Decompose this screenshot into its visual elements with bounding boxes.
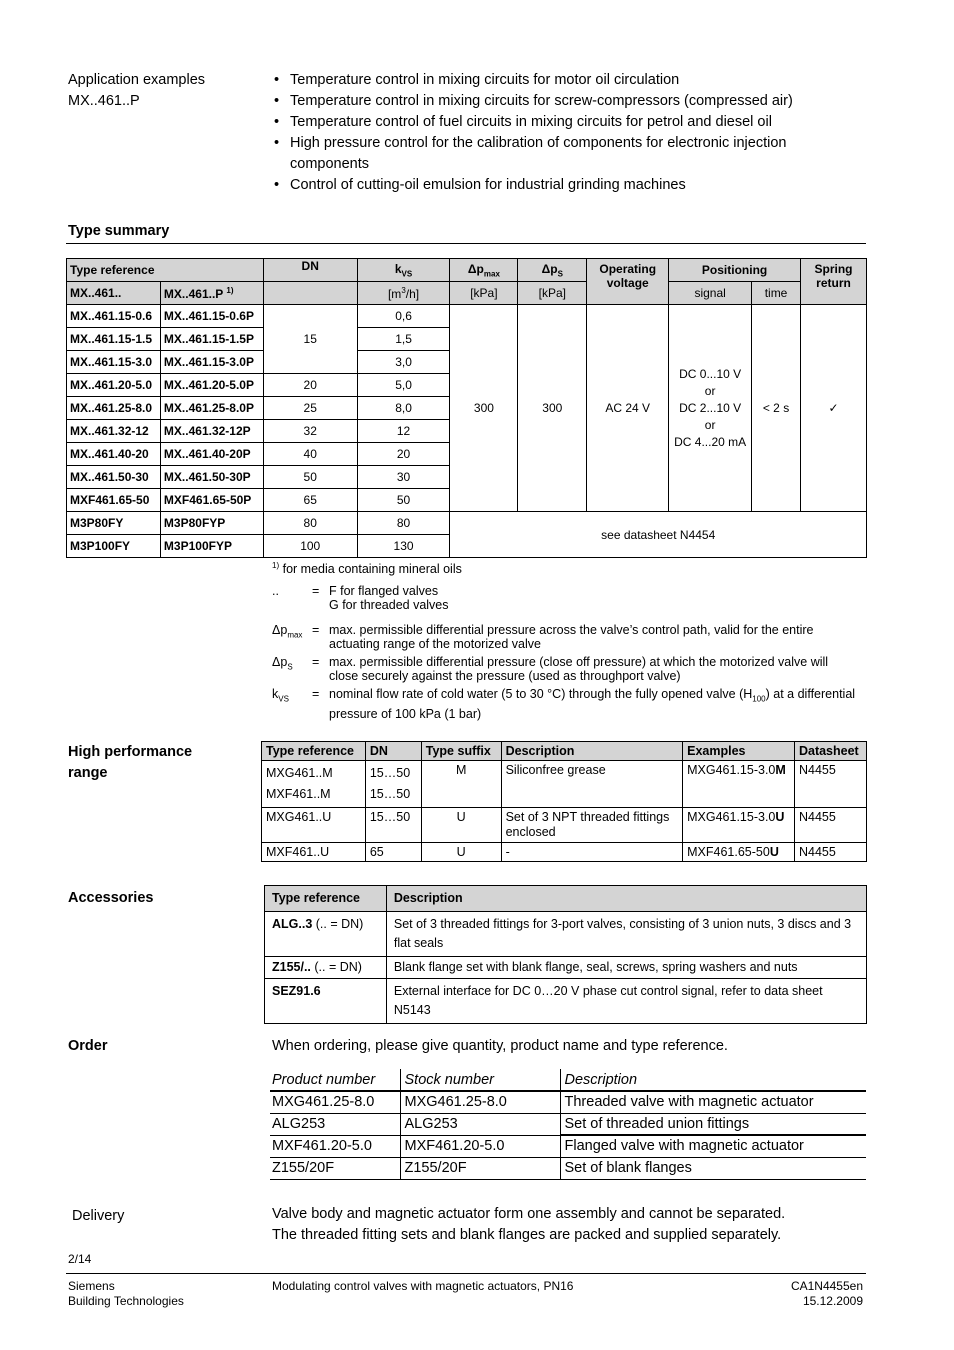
order-label: Order [68, 1038, 108, 1054]
col-time: time [752, 282, 801, 305]
table-row: MX..461.15-1.5 MX..461.15-1.5P 1,5 [67, 328, 867, 351]
divider [66, 243, 866, 244]
table-row: MXG461..M MXF461..M 15…50 15…50 M Siliconfree grease MXG461.15-3.0M N4455 [262, 761, 867, 808]
type-summary-heading: Type summary [68, 223, 170, 239]
table-row: MX..461.20-5.0 MX..461.20-5.0P 20 5,0 [67, 374, 867, 397]
order-intro: When ordering, please give quantity, product name and type reference. [272, 1038, 728, 1054]
table-row: MX..461.15-3.0 MX..461.15-3.0P 3,0 [67, 351, 867, 374]
application-label: Application examples MX..461..P [68, 72, 206, 109]
table-row: M3P100FY M3P100FYP 100 130 [67, 535, 867, 558]
footnote: $^{1)}$ for media containing mineral oils [272, 561, 462, 577]
legend-dots: .. = F for flanged valves G for threaded valves [272, 584, 449, 612]
table-row: MX..461.15-0.6 MX..461.15-0.6P 15 0,6 300 300 AC 24 V DC 0...10 V or DC 2...10 V or DC 4...20 mA < 2 s ✓ [67, 305, 867, 328]
high-performance-label: High performance range [68, 744, 193, 781]
table-row: Z155/20F Z155/20F Set of blank flanges [270, 1157, 866, 1179]
col-spring-return: Spring return [801, 259, 867, 305]
col-mxp: MX..461..P $^{1)}$ [160, 282, 263, 305]
signal-cell: DC 0...10 V or DC 2...10 V or DC 4...20 mA [669, 305, 752, 512]
unit-dps: [kPa] [518, 282, 587, 305]
table-row: MX..461.40-20 MX..461.40-20P 40 20 [67, 443, 867, 466]
table-row: M3P80FY M3P80FYP 80 80 see datasheet N4454 [67, 512, 867, 535]
footer-company: Siemens Building Technologies [68, 1279, 184, 1308]
high-performance-table: Type reference DN Type suffix Description Examples Datasheet MXG461..M MXF461..M 15…50 15…50 M Siliconfree grease MXG461.15-3.0M N4455 MXG461..U 15…50 U Set of 3 NPT threaded fittings enclosed MXG461.15-3.0U N4455 MXF461..U 65 U - MXF461.65-50U N4455 [261, 741, 867, 862]
table-row: MXG461..U 15…50 U Set of 3 NPT threaded fittings enclosed MXG461.15-3.0U N4455 [262, 808, 867, 843]
table-row: MXF461.20-5.0 MXF461.20-5.0 Flanged valve with magnetic actuator [270, 1135, 866, 1157]
table-row: Z155/.. (.. = DN) Blank flange set with blank flange, seal, screws, spring washers and nuts [265, 957, 867, 979]
footer-divider [66, 1273, 866, 1274]
type-summary-table [66, 258, 867, 558]
col-type-reference: Type reference [67, 259, 264, 282]
unit-dpmax: [kPa] [450, 282, 518, 305]
col-signal: signal [669, 282, 752, 305]
col-dn: DN [263, 259, 357, 282]
list-item: • Temperature control in mixing circuits for screw-compressors (compressed air) [272, 91, 832, 112]
accessories-label: Accessories [68, 890, 154, 906]
col-operating-voltage: Operating voltage [587, 259, 669, 305]
legend-kvs: $k_{VS}$ = nominal flow rate of cold water (5 to 30 °C) through the fully opened valve $(H_{100})$ at a differential pressure of 100 kPa (1 bar) [272, 687, 856, 721]
table-row: SEZ91.6 External interface for DC 0…20 V phase cut control signal, refer to data sheet N5143 [265, 979, 867, 1024]
col-dpmax: $\Delta p_{max}$ [450, 259, 518, 282]
see-datasheet: see datasheet N4454 [450, 512, 867, 558]
list-item: • Control of cutting-oil emulsion for industrial grinding machines [272, 175, 832, 196]
table-row: MX..461.32-12 MX..461.32-12P 32 12 [67, 420, 867, 443]
unit-dn [263, 282, 357, 305]
col-dps: $\Delta p_S$ [518, 259, 587, 282]
delivery-label: Delivery [72, 1208, 125, 1224]
accessories-table: Type reference Description ALG..3 (.. = DN) Set of 3 threaded fittings for 3-port valves, consisting of 3 union nuts, 3 discs and 3 flat seals Z155/.. (.. = DN) Blank flange set with blank flange, seal, screws, spring washers and nuts SEZ91.6 External interface for DC 0…20 V phase cut control signal, refer to data sheet N5143 [264, 885, 867, 1024]
table-row: ALG..3 (.. = DN) Set of 3 threaded fittings for 3-port valves, consisting of 3 union nuts, 3 discs and 3 flat seals [265, 912, 867, 957]
application-list [272, 70, 832, 196]
order-table: Product number Stock number Description MXG461.25-8.0 MXG461.25-8.0 Threaded valve with magnetic actuator ALG253 ALG253 Set of threaded union fittings MXF461.20-5.0 MXF461.20-5.0 Flanged valve with magnetic actuator Z155/20F Z155/20F Set of blank flanges [270, 1069, 866, 1180]
table-row: MX..461.50-30 MX..461.50-30P 50 30 [67, 466, 867, 489]
footer-doc: CA1N4455en 15.12.2009 [790, 1279, 863, 1308]
col-kvs: $k_{VS}$ [357, 259, 450, 282]
list-item: • Temperature control in mixing circuits for motor oil circulation [272, 70, 832, 91]
footer-title: Modulating control valves with magnetic actuators, PN16 [272, 1279, 574, 1293]
list-item: • High pressure control for the calibration of components for electronic injection components [272, 133, 832, 175]
table-row: MXG461.25-8.0 MXG461.25-8.0 Threaded valve with magnetic actuator [270, 1091, 866, 1113]
table-row: MXF461.65-50 MXF461.65-50P 65 50 [67, 489, 867, 512]
table-row: MX..461.25-8.0 MX..461.25-8.0P 25 8,0 [67, 397, 867, 420]
legend-dps: $\Delta p_S$ = max. permissible differential pressure (close off pressure) at which the motorized valve will close securely against the pressure (used as throughport valve) [272, 655, 829, 683]
table-row: ALG253 ALG253 Set of threaded union fittings [270, 1113, 866, 1135]
check-icon: ✓ [801, 305, 867, 512]
delivery-text: Valve body and magnetic actuator form one assembly and cannot be separated. The threaded fitting sets and blank flanges are packed and supplied separately. [272, 1206, 786, 1243]
col-mx: MX..461.. [67, 282, 161, 305]
col-positioning: Positioning [669, 259, 801, 282]
table-row: MXF461..U 65 U - MXF461.65-50U N4455 [262, 843, 867, 862]
legend-dpmax: $\Delta p_{max}$ = max. permissible differential pressure across the valve’s control path, valid for the entire actuating range of the motorized valve [272, 623, 814, 651]
unit-kvs: $[m^3/h]$ [357, 282, 450, 305]
page-number: 2/14 [68, 1252, 92, 1266]
list-item: • Temperature control of fuel circuits in mixing circuits for petrol and diesel oil [272, 112, 832, 133]
